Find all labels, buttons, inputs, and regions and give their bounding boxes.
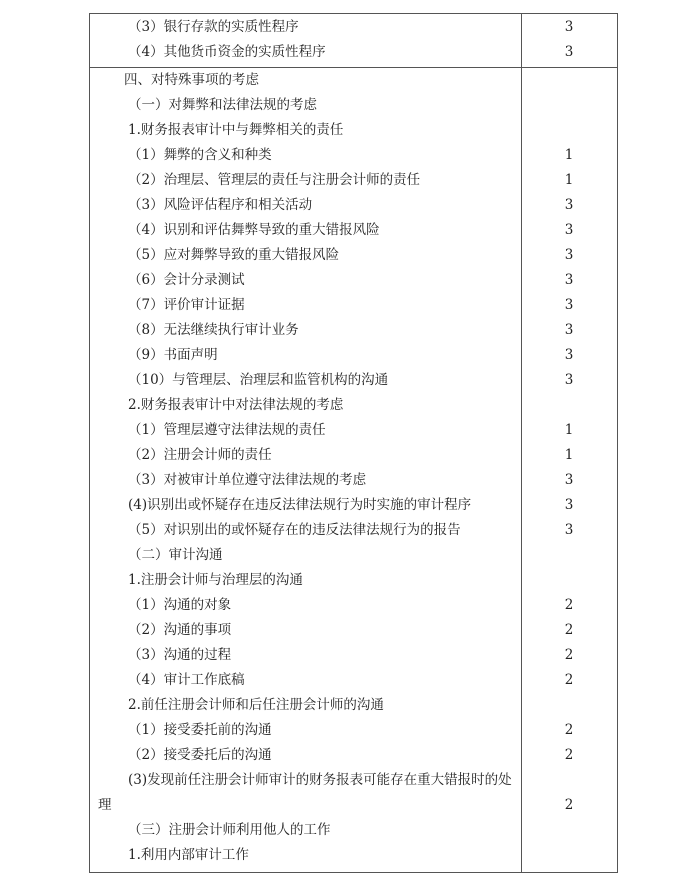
level-cell: 3 — [564, 372, 574, 388]
topic-cell: （4）其他货币资金的实质性程序 — [128, 44, 326, 60]
level-cell — [521, 68, 617, 93]
topic-cell: （4）识别和评估舞弊导致的重大错报风险 — [128, 222, 380, 238]
table-row — [90, 718, 617, 743]
level-cell: 2 — [564, 672, 574, 688]
topic-cell: （8）无法继续执行审计业务 — [128, 322, 299, 338]
table-row — [90, 343, 617, 368]
topic-cell: （1）舞弊的含义和种类 — [128, 147, 272, 163]
level-cell: 3 — [564, 272, 574, 288]
table-row — [90, 543, 617, 568]
level-cell — [521, 543, 617, 568]
topic-cell: (4)识别出或怀疑存在违反法律法规行为时实施的审计程序 — [128, 497, 472, 513]
table-row — [90, 40, 617, 65]
table-row — [90, 443, 617, 468]
level-cell: 3 — [564, 322, 574, 338]
level-cell — [521, 93, 617, 118]
table-row — [90, 743, 617, 768]
level-cell: 2 — [564, 622, 574, 638]
syllabus-table — [89, 13, 618, 873]
topic-cell: 1.财务报表审计中与舞弊相关的责任 — [128, 122, 344, 138]
table-row — [90, 118, 617, 143]
topic-cell: （2）沟通的事项 — [128, 622, 232, 638]
topic-cell: 1.注册会计师与治理层的沟通 — [128, 572, 303, 588]
level-cell: 1 — [564, 147, 574, 163]
level-cell — [521, 393, 617, 418]
table-row — [90, 293, 617, 318]
level-cell: 1 — [564, 422, 574, 438]
level-cell: 3 — [564, 522, 574, 538]
topic-cell: 1.利用内部审计工作 — [128, 847, 249, 863]
level-cell: 3 — [564, 247, 574, 263]
table-row — [90, 618, 617, 643]
table-row — [90, 243, 617, 268]
table-section-special-matters — [90, 67, 617, 872]
table-row — [90, 393, 617, 418]
level-cell: 3 — [564, 44, 574, 60]
topic-cell: （4）审计工作底稿 — [128, 672, 245, 688]
level-cell — [521, 693, 617, 718]
topic-cell: 2.财务报表审计中对法律法规的考虑 — [128, 397, 344, 413]
table-row — [90, 768, 617, 818]
table-row — [90, 568, 617, 593]
table-section-cash — [90, 14, 617, 67]
table-row — [90, 268, 617, 293]
level-cell — [521, 118, 617, 143]
topic-cell: （3）银行存款的实质性程序 — [128, 19, 299, 35]
topic-cell: （2）注册会计师的责任 — [128, 447, 272, 463]
topic-cell: （3）对被审计单位遵守法律法规的考虑 — [128, 472, 367, 488]
topic-cell: 四、对特殊事项的考虑 — [124, 72, 259, 88]
topic-cell: （3）风险评估程序和相关活动 — [128, 197, 313, 213]
level-cell — [521, 568, 617, 593]
table-row — [90, 418, 617, 443]
topic-cell: （1）接受委托前的沟通 — [128, 722, 272, 738]
table-row — [90, 468, 617, 493]
level-cell: 3 — [564, 197, 574, 213]
topic-cell: （10）与管理层、治理层和监管机构的沟通 — [128, 372, 389, 388]
table-row — [90, 693, 617, 718]
table-row — [90, 193, 617, 218]
level-cell: 2 — [564, 797, 574, 813]
level-cell — [521, 818, 617, 843]
topic-cell: （2）治理层、管理层的责任与注册会计师的责任 — [128, 172, 421, 188]
topic-cell: （5）对识别出的或怀疑存在的违反法律法规行为的报告 — [128, 522, 461, 538]
level-cell: 3 — [564, 347, 574, 363]
topic-cell: （1）沟通的对象 — [128, 597, 232, 613]
level-cell: 2 — [564, 597, 574, 613]
topic-cell: （3）沟通的过程 — [128, 647, 232, 663]
topic-cell: (3)发现前任注册会计师审计的财务报表可能存在重大错报时的处理 — [98, 772, 512, 813]
level-cell: 3 — [564, 472, 574, 488]
table-row — [90, 668, 617, 693]
table-row — [90, 143, 617, 168]
topic-cell: （1）管理层遵守法律法规的责任 — [128, 422, 326, 438]
table-row — [90, 168, 617, 193]
topic-cell: （2）接受委托后的沟通 — [128, 747, 272, 763]
table-row — [90, 318, 617, 343]
topic-cell: （5）应对舞弊导致的重大错报风险 — [128, 247, 340, 263]
level-cell: 3 — [564, 222, 574, 238]
level-cell: 3 — [564, 19, 574, 35]
topic-cell: （一）对舞弊和法律法规的考虑 — [128, 97, 317, 113]
topic-cell: （6）会计分录测试 — [128, 272, 245, 288]
table-row — [90, 643, 617, 668]
table-row — [90, 368, 617, 393]
table-row — [90, 843, 617, 868]
table-row — [90, 818, 617, 843]
topic-cell: （7）评价审计证据 — [128, 297, 245, 313]
level-cell: 3 — [564, 297, 574, 313]
level-cell: 1 — [564, 447, 574, 463]
topic-cell: 2.前任注册会计师和后任注册会计师的沟通 — [128, 697, 384, 713]
table-row — [90, 493, 617, 518]
level-cell: 3 — [564, 497, 574, 513]
table-row — [90, 93, 617, 118]
table-row — [90, 593, 617, 618]
table-row — [90, 68, 617, 93]
topic-cell: （9）书面声明 — [128, 347, 218, 363]
level-cell: 2 — [564, 722, 574, 738]
level-cell: 2 — [564, 647, 574, 663]
table-row — [90, 15, 617, 40]
topic-cell: （三）注册会计师利用他人的工作 — [128, 822, 331, 838]
table-row — [90, 218, 617, 243]
level-cell — [521, 843, 617, 868]
level-cell: 2 — [564, 747, 574, 763]
level-cell: 1 — [564, 172, 574, 188]
table-row — [90, 518, 617, 543]
topic-cell: （二）审计沟通 — [128, 547, 223, 563]
